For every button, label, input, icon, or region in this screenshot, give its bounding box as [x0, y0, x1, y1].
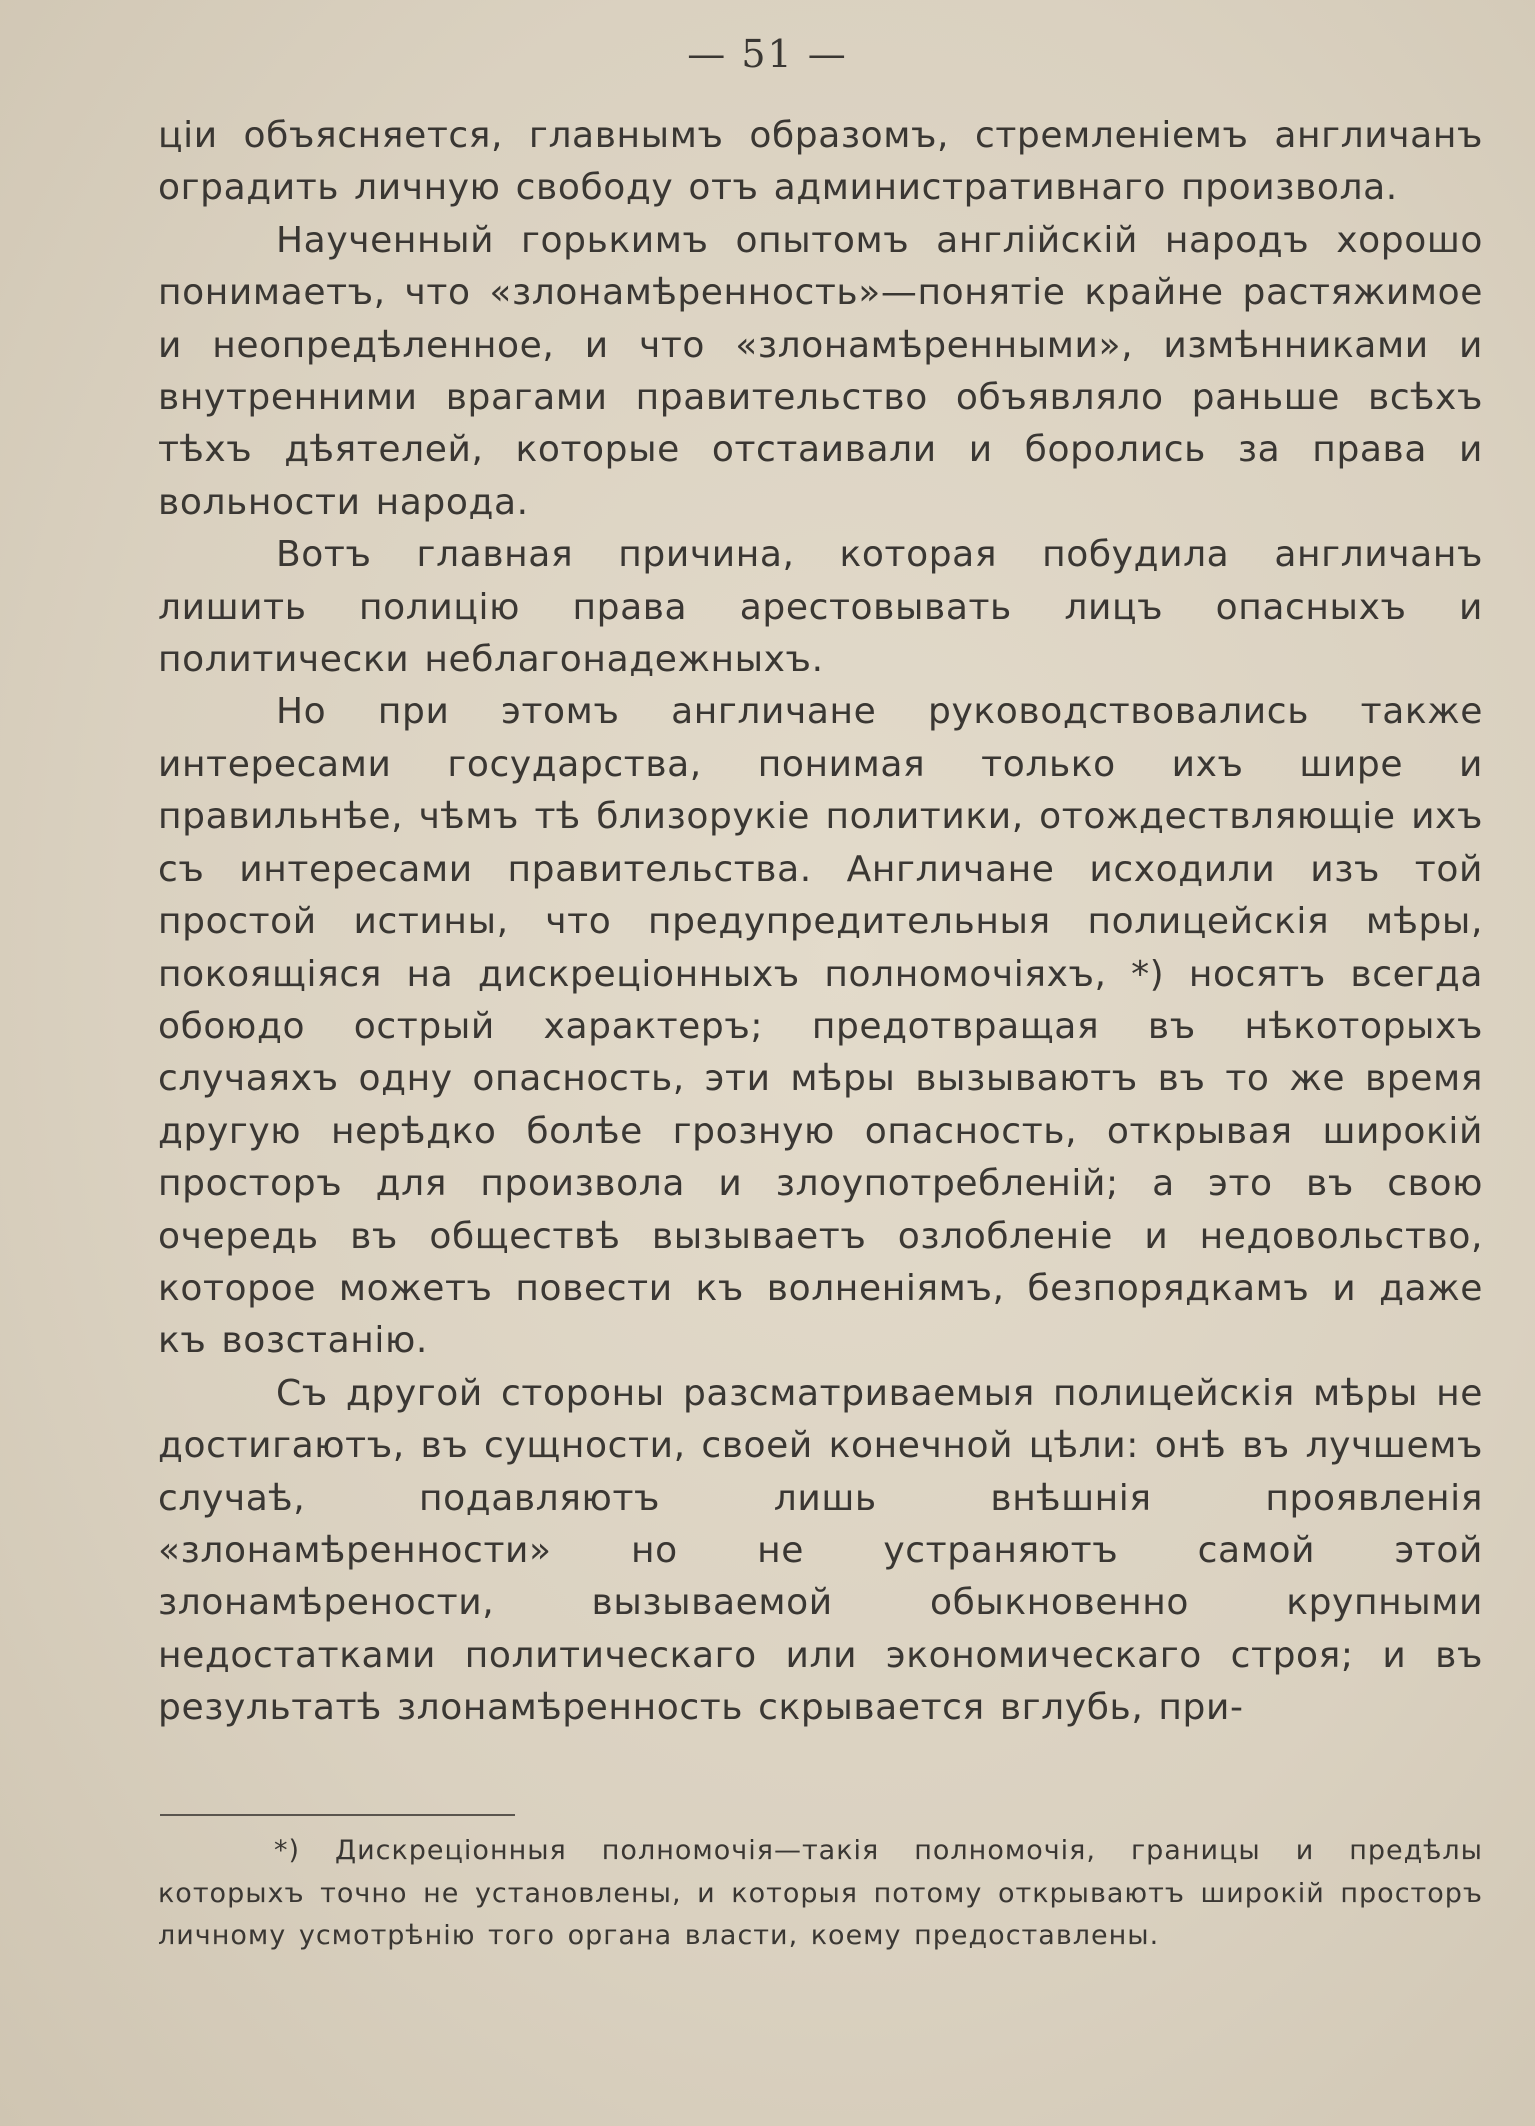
footnote-divider: [160, 1814, 515, 1816]
paragraph-2: Наученный горькимъ опытомъ англійскій народъ хорошо понимаетъ, что «злонамѣренность»—понятіе крайне растяжимое и неопредѣленное, и что «злонамѣренными», измѣнниками и внутренними врагами правительство объявляло раньше всѣхъ тѣхъ дѣятелей, которые отстаивали и боролись за права и вольности народа.: [158, 219, 1483, 523]
paragraph-3: Вотъ главная причина, которая побудила англичанъ лишить полицію права арестовывать лицъ опасныхъ и политически неблагонадежныхъ.: [158, 534, 1483, 681]
paragraph-1: ціи объясняется, главнымъ образомъ, стремленіемъ англичанъ оградить личную свободу отъ административнаго произвола.: [158, 115, 1483, 209]
footnote: *) Дискреціонныя полномочія—такія полномочія, границы и предѣлы которыхъ точно не установлены, и которыя потому открываютъ широкій просторъ личному усмотрѣнію того органа власти, коему предоставлены.: [158, 1835, 1483, 1951]
page-number: — 51 —: [687, 32, 848, 76]
body-text: [158, 110, 1483, 1735]
paragraph-5: Съ другой стороны разсматриваемыя полицейскія мѣры не достигаютъ, въ сущности, своей конечной цѣли: онѣ въ лучшемъ случаѣ, подавляютъ лишь внѣшнія проявленія «злонамѣренности» но не устраняютъ самой этой злонамѣрености, вызываемой обыкновенно крупными недостатками политическаго или экономическаго строя; и въ результатѣ злонамѣренность скрывается вглубь, при-: [158, 1372, 1483, 1729]
paragraph-4: Но при этомъ англичане руководствовались также интересами государства, понимая только ихъ шире и правильнѣе, чѣмъ тѣ близорукіе политики, отождествляющіе ихъ съ интересами правительства. Англичане исходили изъ той простой истины, что предупредительныя полицейскія мѣры, покоящіяся на дискреціонныхъ полномочіяхъ, *) носятъ всегда обоюдо острый характеръ; предотвращая въ нѣкоторыхъ случаяхъ одну опасность, эти мѣры вызываютъ въ то же время другую нерѣдко болѣе грозную опасность, открывая широкій просторъ для произвола и злоупотребленій; а это въ свою очередь въ обществѣ вызываетъ озлобленіе и недовольство, которое можетъ повести къ волненіямъ, безпорядкамъ и даже къ возстанію.: [158, 691, 1483, 1362]
